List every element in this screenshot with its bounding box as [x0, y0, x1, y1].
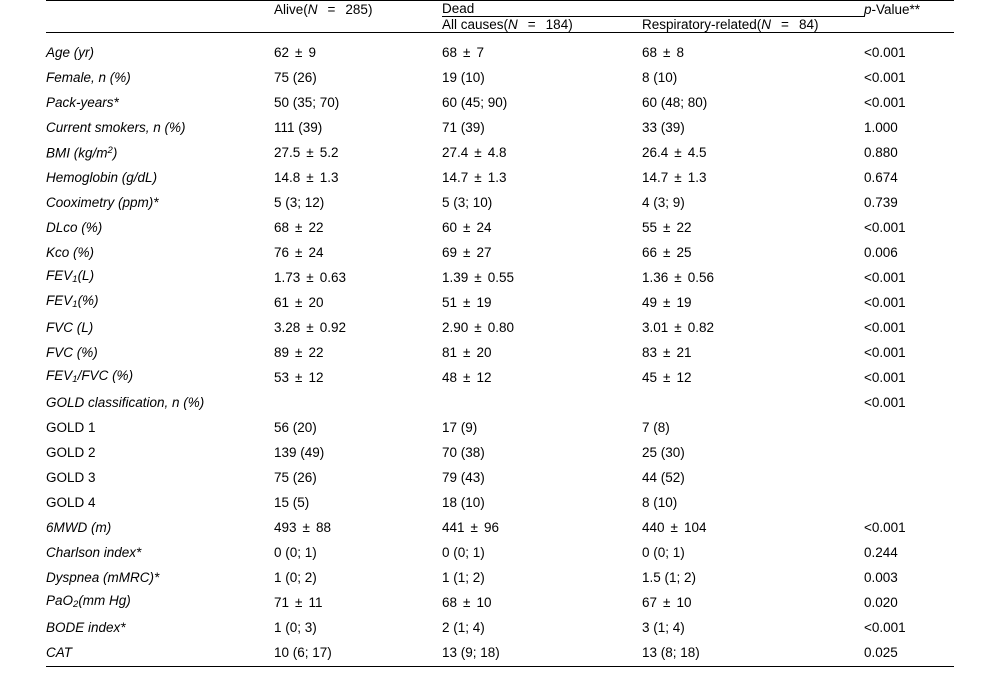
header-all-causes: All causes(N = 184) [442, 17, 573, 32]
header-respiratory-name: Respiratory-related [642, 17, 757, 32]
header-alive-n-symbol: N [307, 1, 318, 17]
row-label: Age (yr) [46, 45, 95, 60]
cell-pvalue: <0.001 [864, 220, 906, 235]
cell-pvalue: 0.739 [864, 195, 898, 210]
cell-respiratory: 26.4 ± 4.5 [642, 145, 707, 160]
cell-all-causes: 5 (3; 10) [442, 195, 493, 210]
cell-respiratory: 1.36 ± 0.56 [642, 270, 714, 285]
header-all-causes-close: ) [568, 17, 573, 32]
cell-respiratory: 1.5 (1; 2) [642, 570, 697, 585]
header-blank-cell-4 [864, 17, 954, 33]
header-blank-cell [46, 1, 274, 17]
cell-respiratory: 45 ± 12 [642, 370, 692, 385]
cell-respiratory: 55 ± 22 [642, 220, 692, 235]
cell-alive: 62 ± 9 [274, 45, 316, 60]
cell-pvalue: 0.674 [864, 170, 898, 185]
cell-pvalue: <0.001 [864, 395, 906, 410]
cell-all-causes: 81 ± 20 [442, 345, 492, 360]
cell-all-causes: 68 ± 10 [442, 595, 492, 610]
table-row [46, 613, 954, 638]
cell-pvalue: <0.001 [864, 45, 906, 60]
header-respiratory-n-symbol: N [761, 17, 772, 32]
cell-respiratory [642, 388, 864, 413]
cell-pvalue [864, 438, 954, 463]
table-row [46, 238, 954, 263]
table-row [46, 588, 954, 613]
cell-alive: 14.8 ± 1.3 [274, 170, 339, 185]
cell-alive: 89 ± 22 [274, 345, 324, 360]
header-pvalue-italic: p [864, 1, 872, 17]
header-blank-cell-3 [274, 17, 442, 33]
header-alive-name: Alive [274, 1, 304, 17]
row-label: Current smokers, n (%) [46, 120, 186, 135]
cell-pvalue: <0.001 [864, 270, 906, 285]
row-label: FVC (L) [46, 320, 94, 335]
row-label: Charlson index* [46, 545, 142, 560]
cell-respiratory: 8 (10) [642, 70, 678, 85]
cell-alive: 0 (0; 1) [274, 545, 317, 560]
cell-respiratory: 60 (48; 80) [642, 95, 708, 110]
row-label: $FEV_1(\%)$ [46, 292, 99, 310]
header-all-causes-name: All causes [442, 17, 504, 32]
cell-respiratory: 4 (3; 9) [642, 195, 685, 210]
cell-all-causes: 27.4 ± 4.8 [442, 145, 507, 160]
cell-all-causes: 0 (0; 1) [442, 545, 485, 560]
cell-all-causes: 2.90 ± 0.80 [442, 320, 514, 335]
cell-respiratory: 8 (10) [642, 495, 678, 510]
table-row [46, 438, 954, 463]
header-alive-close: ) [367, 1, 373, 17]
table-row [46, 163, 954, 188]
cell-respiratory: 68 ± 8 [642, 45, 684, 60]
row-label: GOLD 4 [46, 495, 96, 510]
table-row [46, 413, 954, 438]
cell-respiratory: 66 ± 25 [642, 245, 692, 260]
cell-alive: 1 (0; 3) [274, 620, 317, 635]
cell-respiratory: 14.7 ± 1.3 [642, 170, 707, 185]
cell-alive: 53 ± 12 [274, 370, 324, 385]
cell-alive: 10 (6; 17) [274, 645, 332, 660]
cell-alive: 111 (39) [274, 120, 323, 135]
cell-respiratory: 7 (8) [642, 420, 670, 435]
cell-all-causes: 1 (1; 2) [442, 570, 485, 585]
cell-all-causes: 70 (38) [442, 445, 485, 460]
row-label: DLco (%) [46, 220, 103, 235]
header-alive-eq: = [327, 1, 336, 17]
cell-respiratory: 3.01 ± 0.82 [642, 320, 714, 335]
cell-pvalue: <0.001 [864, 295, 906, 310]
cell-respiratory: 67 ± 10 [642, 595, 692, 610]
cell-respiratory: 49 ± 19 [642, 295, 692, 310]
cell-respiratory: 25 (30) [642, 445, 685, 460]
row-label: GOLD 1 [46, 420, 96, 435]
header-respiratory-close: ) [813, 17, 819, 32]
table-row [46, 213, 954, 238]
cell-alive: 5 (3; 12) [274, 195, 325, 210]
table-row [46, 388, 954, 413]
cell-all-causes: 2 (1; 4) [442, 620, 485, 635]
header-blank-cell-2 [46, 17, 274, 33]
table-row [46, 563, 954, 588]
cell-respiratory: 13 (8; 18) [642, 645, 700, 660]
cell-respiratory: 440 ± 104 [642, 520, 707, 535]
cell-all-causes [442, 388, 642, 413]
characteristics-table [46, 0, 954, 667]
cell-pvalue: 0.003 [864, 570, 898, 585]
cell-all-causes: 14.7 ± 1.3 [442, 170, 507, 185]
cell-respiratory: 3 (1; 4) [642, 620, 685, 635]
cell-alive: 15 (5) [274, 495, 310, 510]
cell-all-causes: 19 (10) [442, 70, 485, 85]
table-row [46, 638, 954, 667]
cell-all-causes: 1.39 ± 0.55 [442, 270, 514, 285]
header-alive-n: 285 [345, 1, 368, 17]
cell-pvalue: <0.001 [864, 320, 906, 335]
row-label: BMI $(kg/m^2)$ [46, 144, 118, 160]
table-row [46, 263, 954, 288]
cell-all-causes: 18 (10) [442, 495, 485, 510]
row-label: GOLD classification, n (%) [46, 395, 205, 410]
table-bottom-rule [46, 666, 954, 667]
cell-pvalue: <0.001 [864, 95, 906, 110]
cell-respiratory: 0 (0; 1) [642, 545, 685, 560]
table-row [46, 463, 954, 488]
row-label: Hemoglobin (g/dL) [46, 170, 158, 185]
cell-pvalue: <0.001 [864, 520, 906, 535]
cell-all-causes: 69 ± 27 [442, 245, 492, 260]
cell-alive: 1 (0; 2) [274, 570, 317, 585]
cell-alive: 75 (26) [274, 470, 317, 485]
cell-pvalue: <0.001 [864, 370, 906, 385]
row-label: BODE index* [46, 620, 126, 635]
cell-all-causes: 17 (9) [442, 420, 478, 435]
table-row [46, 488, 954, 513]
table-body [46, 33, 954, 667]
row-label: Female, n (%) [46, 70, 131, 85]
table-row [46, 513, 954, 538]
cell-all-causes: 441 ± 96 [442, 520, 499, 535]
header-pvalue [864, 1, 954, 17]
row-label: Pack-years* [46, 95, 119, 110]
cell-alive: 27.5 ± 5.2 [274, 145, 339, 160]
cell-alive: 139 (49) [274, 445, 325, 460]
header-pvalue-text: -Value** [871, 1, 921, 17]
table-row [46, 63, 954, 88]
cell-pvalue [864, 488, 954, 513]
row-label: Kco (%) [46, 245, 95, 260]
cell-all-causes: 60 (45; 90) [442, 95, 508, 110]
row-label: FVC (%) [46, 345, 98, 360]
cell-all-causes: 68 ± 7 [442, 45, 484, 60]
cell-alive: 61 ± 20 [274, 295, 324, 310]
cell-alive: 68 ± 22 [274, 220, 324, 235]
table-row [46, 288, 954, 313]
cell-alive: 76 ± 24 [274, 245, 324, 260]
table-row [46, 188, 954, 213]
cell-alive: 71 ± 11 [274, 595, 323, 610]
cell-all-causes: 60 ± 24 [442, 220, 492, 235]
row-label: Cooximetry (ppm)* [46, 195, 159, 210]
cell-pvalue: 0.244 [864, 545, 898, 560]
table-row [46, 338, 954, 363]
cell-alive: 50 (35; 70) [274, 95, 340, 110]
cell-alive: 56 (20) [274, 420, 317, 435]
cell-pvalue [864, 463, 954, 488]
header-row-secondary [46, 17, 954, 33]
row-label: CAT [46, 645, 72, 660]
header-row-primary [46, 1, 954, 17]
cell-pvalue: 0.006 [864, 245, 898, 260]
row-label: GOLD 3 [46, 470, 96, 485]
cell-pvalue: 1.000 [864, 120, 898, 135]
cell-pvalue: <0.001 [864, 620, 906, 635]
cell-all-causes: 13 (9; 18) [442, 645, 500, 660]
cell-alive: 75 (26) [274, 70, 317, 85]
cell-alive: 3.28 ± 0.92 [274, 320, 346, 335]
header-all-causes-n-symbol: N [508, 17, 518, 32]
cell-respiratory: 33 (39) [642, 120, 685, 135]
header-dead-group: Dead [442, 1, 864, 17]
row-label: PaO$_2$(mm Hg) [46, 592, 131, 610]
table-row [46, 88, 954, 113]
header-respiratory-n: 84 [798, 17, 814, 32]
cell-pvalue: <0.001 [864, 70, 906, 85]
cell-respiratory: 44 (52) [642, 470, 685, 485]
header-all-causes-n: 184 [545, 17, 569, 32]
cell-all-causes: 79 (43) [442, 470, 485, 485]
header-respiratory-related: Respiratory-related(N = 84) [642, 17, 819, 32]
header-alive: Alive(N = 285) [274, 1, 373, 17]
header-all-causes-eq: = [527, 17, 536, 32]
row-label: 6MWD (m) [46, 520, 112, 535]
cell-pvalue: <0.001 [864, 345, 906, 360]
row-label: GOLD 2 [46, 445, 96, 460]
header-respiratory-eq: = [781, 17, 789, 32]
cell-all-causes: 71 (39) [442, 120, 485, 135]
table-row [46, 33, 954, 63]
row-label: $FEV_1(L)$ [46, 267, 95, 285]
cell-pvalue: 0.880 [864, 145, 898, 160]
table-row [46, 138, 954, 163]
cell-all-causes: 48 ± 12 [442, 370, 492, 385]
table-row [46, 113, 954, 138]
row-label: $FEV_1$/FVC (%) [46, 367, 134, 385]
table-row [46, 313, 954, 338]
cell-pvalue: 0.020 [864, 595, 898, 610]
cell-alive: 493 ± 88 [274, 520, 331, 535]
cell-respiratory: 83 ± 21 [642, 345, 692, 360]
cell-alive [274, 388, 442, 413]
row-label: Dyspnea (mMRC)* [46, 570, 160, 585]
cell-alive: 1.73 ± 0.63 [274, 270, 346, 285]
cell-pvalue: 0.025 [864, 645, 898, 660]
table-row [46, 538, 954, 563]
table-row [46, 363, 954, 388]
cell-all-causes: 51 ± 19 [442, 295, 492, 310]
cell-pvalue [864, 413, 954, 438]
